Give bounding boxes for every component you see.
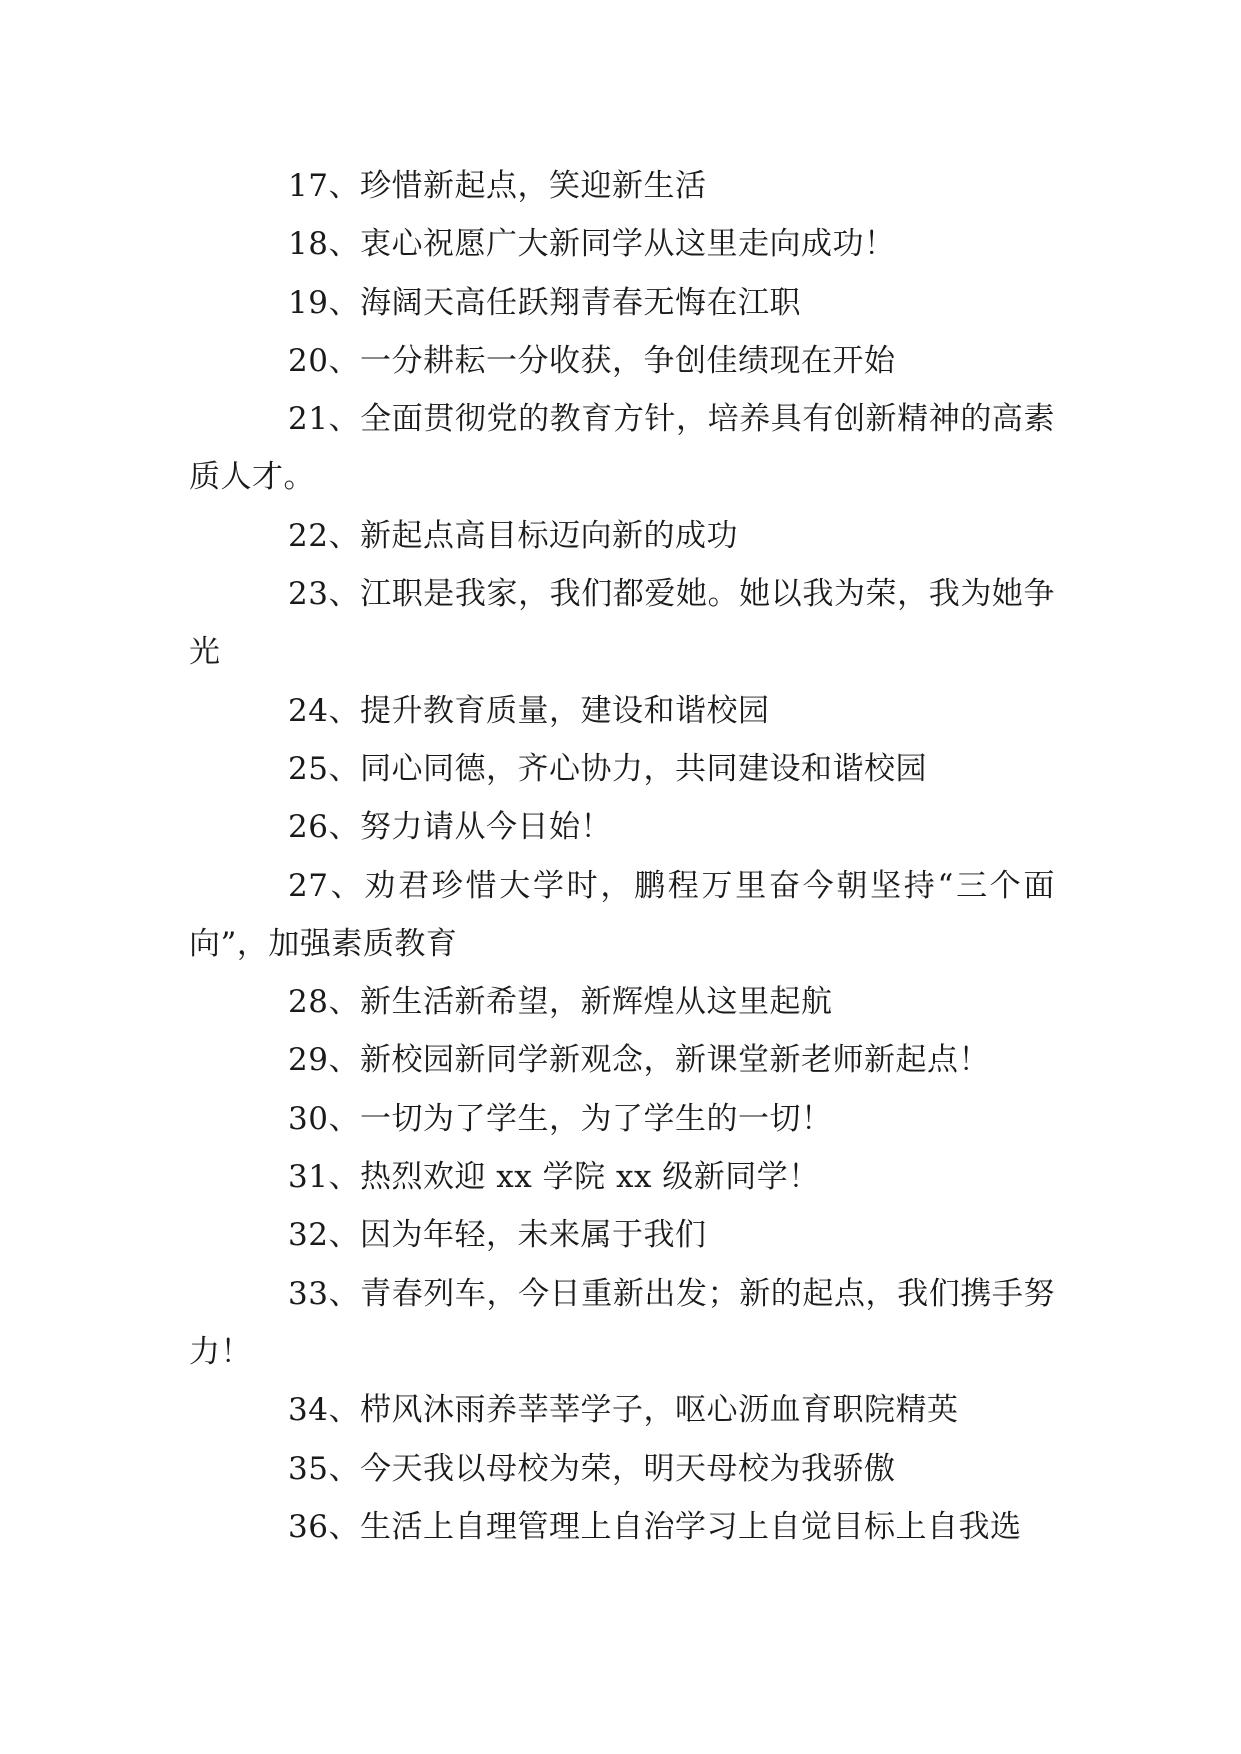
slogan-item-20: 20、一分耕耘一分收获，争创佳绩现在开始 (288, 342, 896, 379)
slogan-item-26: 26、努力请从今日始！ (288, 809, 612, 846)
slogan-item-32: 32、因为年轻，未来属于我们 (288, 1217, 707, 1254)
slogan-item-19: 19、海阔天高任跃翔青春无悔在江职 (288, 284, 801, 321)
slogan-item-17: 17、珍惜新起点，笑迎新生活 (288, 168, 707, 204)
slogan-item-21: 21、全面贯彻党的教育方针，培养具有创新精神的高素质人才。 (189, 401, 1055, 496)
slogan-item-18: 18、衷心祝愿广大新同学从这里走向成功！ (288, 226, 896, 263)
slogan-item-24: 24、提升教育质量，建设和谐校园 (288, 692, 770, 729)
slogan-item-30: 30、一切为了学生，为了学生的一切！ (288, 1100, 833, 1137)
slogan-item-28: 28、新生活新希望，新辉煌从这里起航 (288, 984, 833, 1021)
slogan-item-35: 35、今天我以母校为荣，明天母校为我骄傲 (288, 1450, 896, 1487)
slogan-item-33: 33、青春列车，今日重新出发；新的起点，我们携手努力！ (189, 1275, 1055, 1370)
slogan-item-29: 29、新校园新同学新观念，新课堂新老师新起点！ (288, 1042, 990, 1079)
slogan-item-27: 27、劝君珍惜大学时，鹏程万里奋今朝坚持“三个面向”，加强素质教育 (189, 867, 1055, 962)
slogan-item-31: 31、热烈欢迎 xx 学院 xx 级新同学！ (288, 1159, 820, 1196)
slogan-item-34: 34、栉风沐雨养莘莘学子，呕心沥血育职院精英 (288, 1392, 959, 1429)
slogan-list (189, 157, 1055, 1556)
slogan-item-22: 22、新起点高目标迈向新的成功 (288, 517, 738, 554)
slogan-item-23: 23、江职是我家，我们都爱她。她以我为荣，我为她争光 (189, 576, 1055, 671)
slogan-item-36: 36、生活上自理管理上自治学习上自觉目标上自我选 (288, 1508, 1022, 1545)
slogan-item-25: 25、同心同德，齐心协力，共同建设和谐校园 (288, 750, 927, 787)
